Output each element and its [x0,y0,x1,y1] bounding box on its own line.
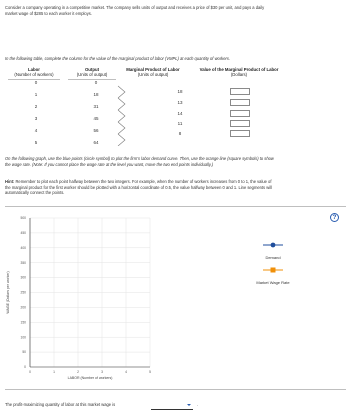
wage-square-icon[interactable] [271,268,276,273]
x-tick-label-3: 3 [101,370,103,374]
output-4: 56 [93,128,99,133]
labor-4: 4 [34,128,38,133]
vmpl-input-3[interactable] [230,110,250,117]
intro-line-2: market wage of $285 to each worker it employs. [5,10,92,16]
graph-instruction: On the following graph, use the blue points (circle symbol) to plot the firm's labor demand curve. Then, use the orange line (square symbols) to show the wage rate. (Note: If you cannot place the wage rate at the level you want, move the two end points individually.) [5,156,274,167]
y-tick-label-9: 450 [20,231,26,235]
header-labor: Labor (Number of workers) [14,67,54,78]
mpl-3: 14 [177,111,183,116]
help-icon[interactable]: ? [330,213,339,222]
y-tick-label-3: 150 [20,320,26,325]
x-tick-label-1: 1 [53,370,55,374]
y-tick-label-5: 250 [20,290,26,295]
labor-1: 1 [34,92,38,97]
demand-point-icon[interactable] [271,243,276,248]
header-mpl: Marginal Product of Labor (Units of output) [126,67,180,78]
x-tick-label-0: 0 [29,370,31,374]
hint-label: Hint: [5,179,15,184]
y-tick-label-4: 200 [20,305,26,310]
x-axis-label: LABOR (Number of workers) [67,376,113,380]
labor-quantity-dropdown[interactable] [151,402,201,409]
graph-panel-top-border [5,206,346,207]
hint-text: Hint: Remember to plot each point halfway between the two integers. For example, when the number of workers increases from 0 to 1, the value of the marginal product for the first worker should be plotted with a horizontal coordinate of 0.5, the value halfway between 0 and 1. Line segments will automatically connect the points. [5,179,272,196]
output-2: 31 [93,104,99,109]
dropdown-underline [151,409,193,410]
y-tick-label-0: 0 [24,365,26,370]
legend-wage[interactable] [245,266,301,285]
table-instruction: In the following table, complete the column for the value of the marginal product of labor (VMPL) at each quantity of workers. [5,56,231,61]
question-text: The profit-maximizing quantity of labor at this market wage is [5,402,116,407]
y-axis-label: WAGE (Dollars per worker) [6,271,10,314]
mp-connector-brackets [116,84,130,146]
graph-panel-bottom-border [5,389,346,390]
demand-legend-tool[interactable] [255,241,291,249]
mpl-1: 18 [177,89,183,94]
y-tick-label-6: 300 [20,275,26,280]
labor-2: 2 [34,104,38,109]
y-tick-label-10: 500 [20,216,26,221]
vmpl-input-5[interactable] [230,130,250,137]
legend-demand-label: Demand [265,255,281,260]
labor-0: 0 [34,80,38,85]
output-0: 0 [94,80,98,85]
vmpl-input-1[interactable] [230,88,250,95]
question-end: . [197,402,199,407]
mpl-5: 8 [178,131,182,136]
intro-text [5,5,347,16]
y-tick-label-2: 100 [20,335,26,340]
vmpl-input-4[interactable] [230,120,250,127]
wage-legend-tool[interactable] [245,266,301,274]
labor-3: 3 [34,116,38,121]
output-3: 45 [93,116,99,121]
x-tick-label-4: 4 [125,370,127,374]
y-tick-label-8: 400 [20,245,26,250]
mpl-4: 11 [177,121,183,126]
y-tick-label-7: 350 [20,260,26,265]
x-tick-label-5: 5 [149,370,151,374]
labor-5: 5 [34,140,38,145]
output-1: 18 [93,92,99,97]
header-vmpl: Value of the Marginal Product of Labor (Dollars) [199,67,279,78]
header-output: Output (Units of output) [76,67,108,78]
chevron-down-icon [187,404,191,406]
mpl-2: 13 [177,100,183,105]
labor-market-chart[interactable] [0,210,350,410]
legend-demand[interactable] [255,241,291,260]
x-tick-label-2: 2 [77,370,79,374]
intro-line-1: Consider a company operating in a competitive market. The company sells units of output and receives a price of $30 per unit, and pays a daily [5,5,265,10]
y-tick-label-1: 50 [22,350,26,355]
legend-wage-label: Market Wage Rate [256,280,290,285]
output-5: 64 [93,140,99,145]
vmpl-input-2[interactable] [230,99,250,106]
